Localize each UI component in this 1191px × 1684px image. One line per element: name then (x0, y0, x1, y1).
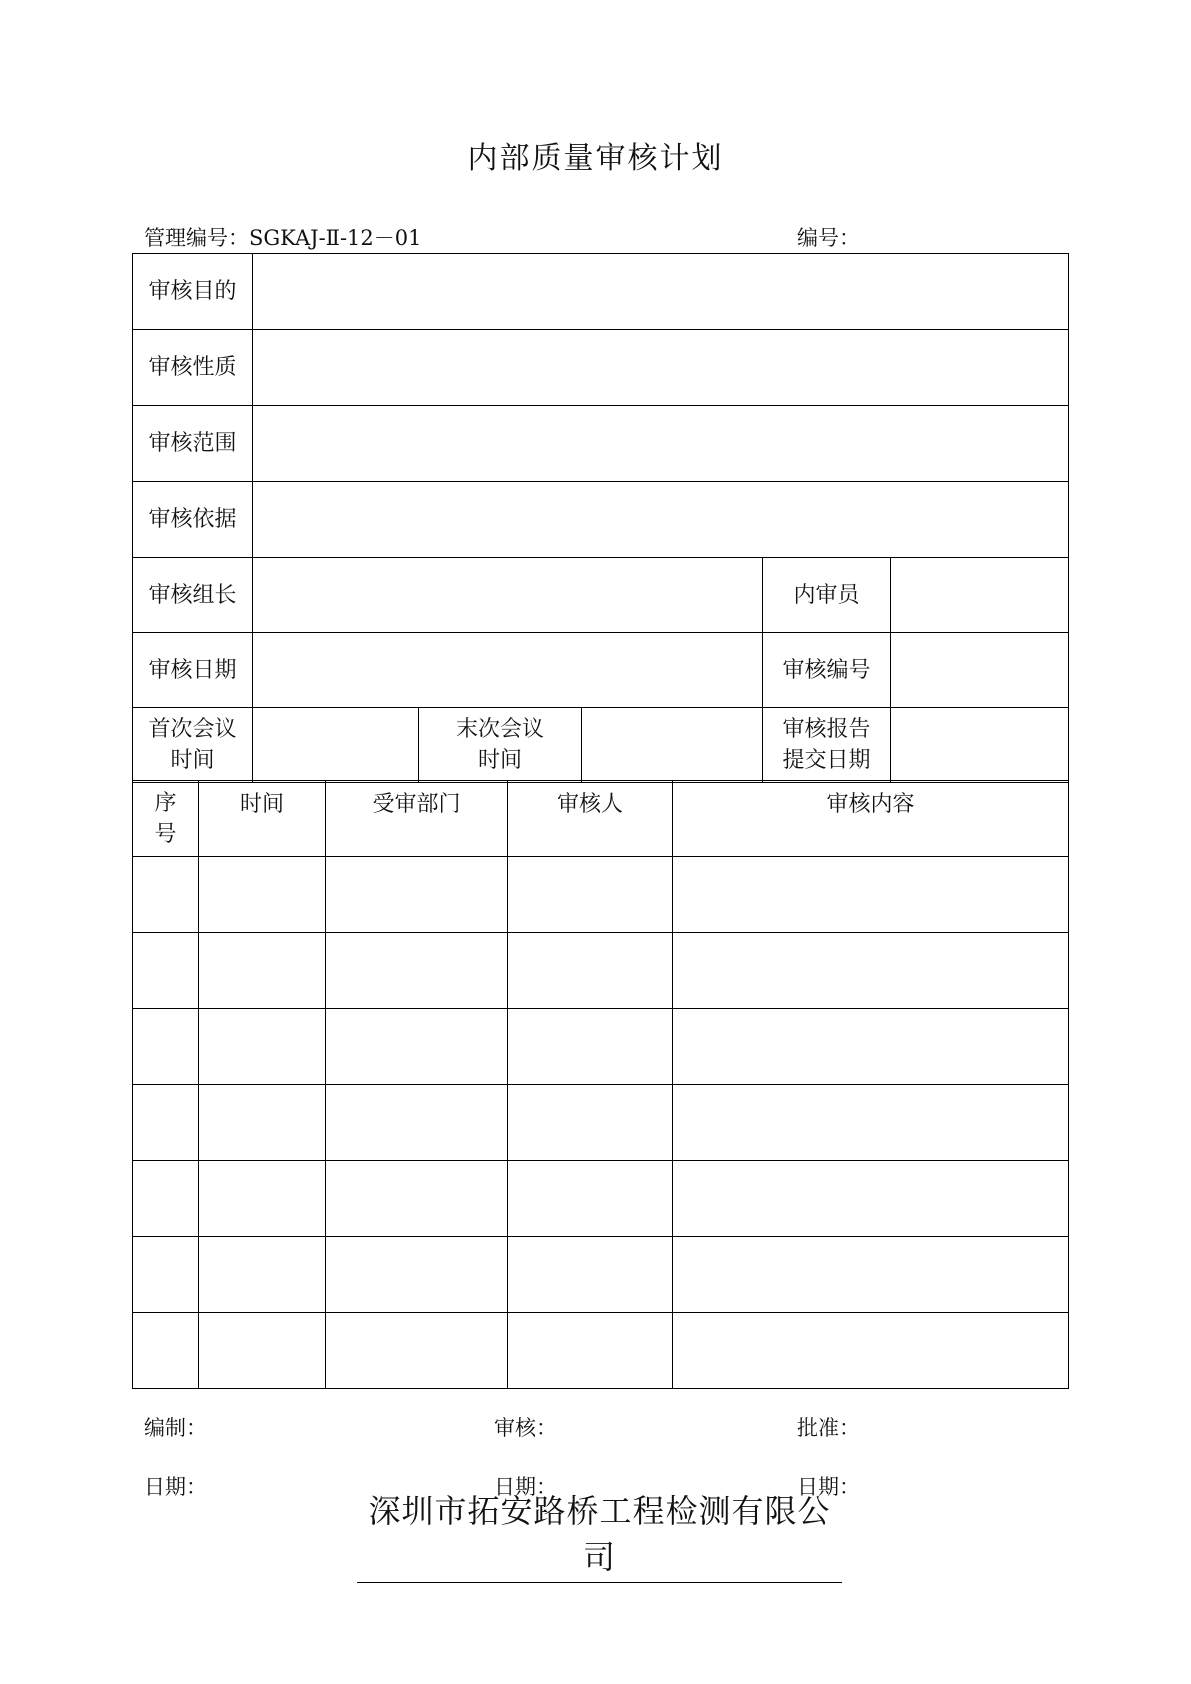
content-cell[interactable] (673, 1237, 1069, 1313)
scope-label: 审核范围 (133, 406, 253, 482)
report-date-field[interactable] (891, 708, 1069, 783)
last-meeting-label (419, 708, 582, 783)
col-seq-header (133, 781, 199, 857)
first-meeting-label (133, 708, 253, 783)
time-cell[interactable] (199, 1085, 326, 1161)
table-row (133, 1085, 1069, 1161)
seq-cell[interactable] (133, 1237, 199, 1313)
nature-label: 审核性质 (133, 330, 253, 406)
reviewed-date-label: 日期： (494, 1475, 557, 1499)
content-cell[interactable] (673, 857, 1069, 933)
table-row (133, 1161, 1069, 1237)
prepared-date-label: 日期： (144, 1475, 207, 1499)
basis-label: 审核依据 (133, 482, 253, 558)
reviewed-by-label: 审核： (494, 1416, 557, 1440)
audit-info-table (132, 253, 1069, 783)
auditor-cell[interactable] (508, 1161, 673, 1237)
department-cell[interactable] (326, 857, 508, 933)
col-content-header: 审核内容 (673, 781, 1069, 857)
content-cell[interactable] (673, 1313, 1069, 1389)
col-time-header: 时间 (199, 781, 326, 857)
auditor-cell[interactable] (508, 933, 673, 1009)
date-field[interactable] (253, 633, 763, 708)
content-cell[interactable] (673, 1085, 1069, 1161)
nature-field[interactable] (253, 330, 1069, 406)
table-row (133, 1009, 1069, 1085)
auditor-label: 内审员 (763, 558, 891, 633)
seq-cell[interactable] (133, 1009, 199, 1085)
table-row (133, 933, 1069, 1009)
prepared-by-label: 编制： (144, 1416, 207, 1440)
department-cell[interactable] (326, 1237, 508, 1313)
auditor-cell[interactable] (508, 857, 673, 933)
first-meeting-line-2: 时间 (170, 748, 215, 773)
auditor-cell[interactable] (508, 1237, 673, 1313)
auditor-cell[interactable] (508, 1009, 673, 1085)
content-cell[interactable] (673, 1161, 1069, 1237)
last-meeting-line-2: 时间 (477, 748, 522, 773)
last-meeting-field[interactable] (582, 708, 763, 783)
department-cell[interactable] (326, 1009, 508, 1085)
serial-number-label: 编号： (797, 226, 860, 250)
audit-schedule-table (132, 780, 1069, 1389)
department-cell[interactable] (326, 1313, 508, 1389)
table-row (133, 1313, 1069, 1389)
basis-field[interactable] (253, 482, 1069, 558)
page-title: 内部质量审核计划 (467, 141, 724, 176)
department-cell[interactable] (326, 933, 508, 1009)
seq-cell[interactable] (133, 1313, 199, 1389)
report-date-label (763, 708, 891, 783)
table-row (133, 1237, 1069, 1313)
col-department-header: 受审部门 (326, 781, 508, 857)
leader-field[interactable] (253, 558, 763, 633)
col-seq-line-2: 号 (154, 821, 177, 847)
company-name: 深圳市拓安路桥工程检测有限公司 (357, 1486, 842, 1583)
auditor-cell[interactable] (508, 1313, 673, 1389)
seq-cell[interactable] (133, 1161, 199, 1237)
scope-field[interactable] (253, 406, 1069, 482)
seq-cell[interactable] (133, 933, 199, 1009)
schedule-header-row (133, 781, 1069, 857)
audit-no-field[interactable] (891, 633, 1069, 708)
last-meeting-line-1: 末次会议 (455, 717, 544, 742)
content-cell[interactable] (673, 933, 1069, 1009)
department-cell[interactable] (326, 1161, 508, 1237)
time-cell[interactable] (199, 1161, 326, 1237)
content-cell[interactable] (673, 1009, 1069, 1085)
seq-cell[interactable] (133, 857, 199, 933)
leader-label: 审核组长 (133, 558, 253, 633)
date-label: 审核日期 (133, 633, 253, 708)
auditor-cell[interactable] (508, 1085, 673, 1161)
management-number: 管理编号：SGKAJ-Ⅱ-12－01 (144, 226, 422, 250)
time-cell[interactable] (199, 1237, 326, 1313)
report-date-line-2: 提交日期 (782, 748, 871, 773)
audit-no-label: 审核编号 (763, 633, 891, 708)
first-meeting-field[interactable] (253, 708, 419, 783)
first-meeting-line-1: 首次会议 (148, 717, 237, 742)
approved-by-label: 批准： (797, 1416, 860, 1440)
time-cell[interactable] (199, 1009, 326, 1085)
seq-cell[interactable] (133, 1085, 199, 1161)
time-cell[interactable] (199, 857, 326, 933)
purpose-field[interactable] (253, 254, 1069, 330)
report-date-line-1: 审核报告 (782, 717, 871, 742)
department-cell[interactable] (326, 1085, 508, 1161)
table-row (133, 857, 1069, 933)
time-cell[interactable] (199, 1313, 326, 1389)
col-auditor-header: 审核人 (508, 781, 673, 857)
approved-date-label: 日期： (797, 1475, 860, 1499)
time-cell[interactable] (199, 933, 326, 1009)
col-seq-line-1: 序 (154, 790, 177, 816)
purpose-label: 审核目的 (133, 254, 253, 330)
auditor-field[interactable] (891, 558, 1069, 633)
